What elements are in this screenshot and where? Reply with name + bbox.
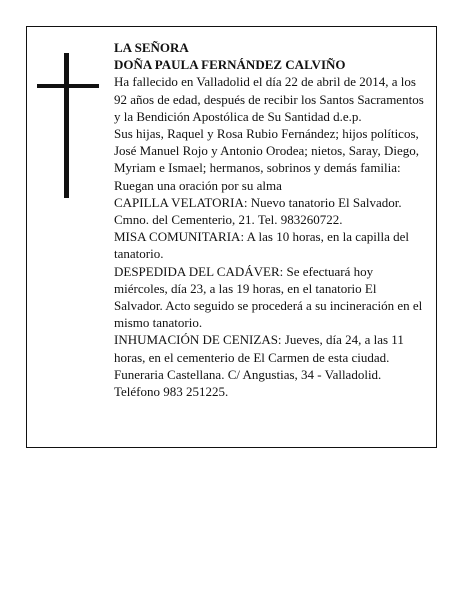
- notice-title: LA SEÑORA: [114, 40, 189, 55]
- ashes-burial-info: INHUMACIÓN DE CENIZAS: Jueves, día 24, a las 11 horas, en el cementerio de El Carmen de esta ciudad.: [114, 332, 404, 365]
- farewell-info: DESPEDIDA DEL CADÁVER: Se efectuará hoy miércoles, día 23, a las 19 horas, en el tanatorio El Salvador. Acto seguido se procederá a su incineración en el mismo tanatorio.: [114, 263, 423, 331]
- family-list: Sus hijas, Raquel y Rosa Rubio Fernández; hijos políticos, José Manuel Rojo y Antonio Orodea; nietos, Saray, Diego, Myriam e Ismael; hermanos, sobrinos y demás familia:: [114, 126, 419, 176]
- death-announcement: Ha fallecido en Valladolid el día 22 de abril de 2014, a los 92 años de edad, después de recibir los Santos Sacramentos y la Bendición Apostólica de Su Santidad d.e.p.: [114, 74, 424, 124]
- cross-icon: [37, 53, 99, 198]
- funeral-home-info: Funeraria Castellana. C/ Angustias, 34 - Valladolid. Teléfono 983 251225.: [114, 366, 382, 400]
- mass-info: MISA COMUNITARIA: A las 10 horas, en la capilla del tanatorio.: [114, 229, 410, 262]
- deceased-name: DOÑA PAULA FERNÁNDEZ CALVIÑO: [114, 57, 346, 73]
- prayer-request: Ruegan una oración por su alma: [114, 177, 282, 193]
- obituary-text: [114, 39, 426, 400]
- wake-chapel-info: CAPILLA VELATORIA: Nuevo tanatorio El Salvador. Cmno. del Cementerio, 21. Tel. 983260722.: [114, 194, 402, 228]
